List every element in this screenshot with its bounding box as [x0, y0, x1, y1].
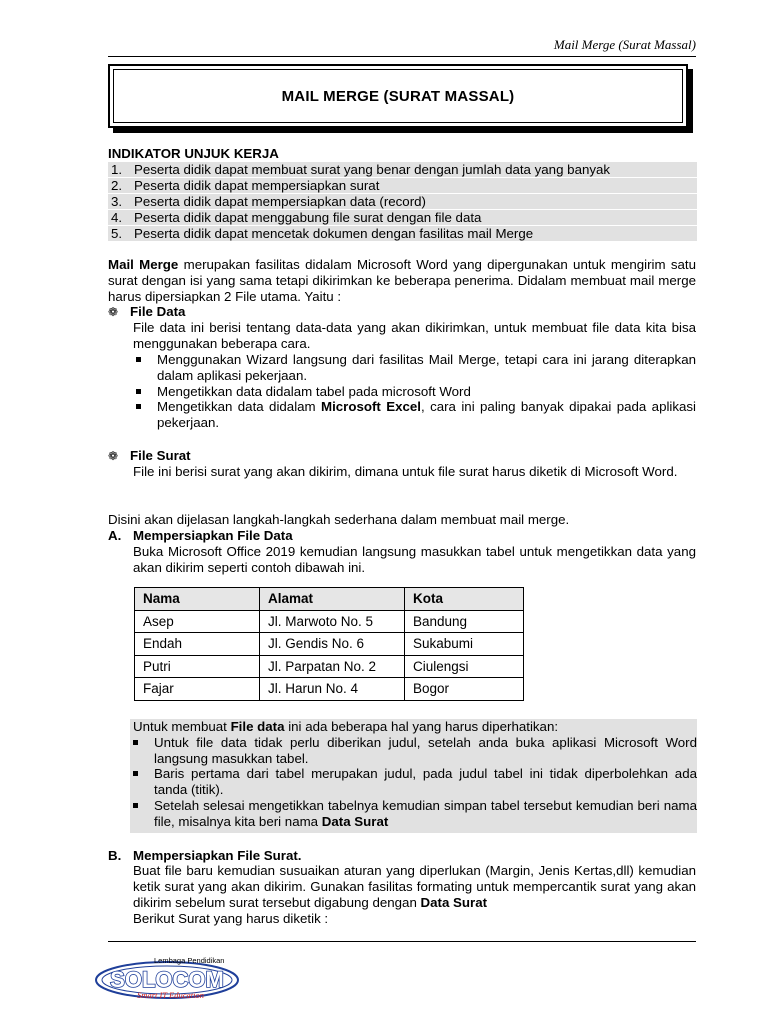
file-surat-heading: File Surat	[130, 448, 191, 463]
table-cell: Sukabumi	[405, 633, 524, 656]
indikator-item	[108, 178, 697, 193]
file-data-heading: File Data	[130, 304, 186, 319]
list-item: Menggunakan Wizard langsung dari fasilitas Mail Merge, tetapi cara ini jarang diterapkan dalam aplikasi pekerjaan.	[133, 352, 696, 384]
indikator-num: 3.	[111, 194, 123, 209]
table-cell: Jl. Parpatan No. 2	[260, 655, 405, 678]
indikator-item	[108, 210, 697, 225]
header-rule	[108, 56, 696, 57]
indikator-text: Peserta didik dapat mempersiapkan surat	[134, 178, 380, 193]
list-item	[133, 399, 696, 431]
table-row	[135, 610, 524, 633]
solocom-logo-graphic	[92, 954, 242, 1006]
table-header-cell: Nama	[135, 588, 260, 611]
table-row	[135, 633, 524, 656]
title-box	[108, 64, 688, 128]
note-bullet3-pre: Setelah selesai mengetikkan tabelnya kemudian simpan tabel tersebut kemudian beri nama file, misalnya kita beri nama	[154, 797, 697, 829]
table-header-row	[135, 588, 524, 611]
file-data-heading-row	[108, 304, 185, 319]
section-b-desc2: Berikut Surat yang harus diketik :	[133, 911, 329, 926]
bullet3-pre: Mengetikkan data didalam	[157, 399, 322, 415]
file-data-bullets	[133, 352, 696, 431]
file-surat-heading-row	[108, 448, 191, 463]
list-item: Baris pertama dari tabel merupakan judul, pada judul tabel ini tidak diperbolehkan ada tanda (titik).	[130, 766, 697, 798]
intro-paragraph	[108, 257, 696, 304]
section-b-heading: Mempersiapkan File Surat.	[133, 848, 302, 863]
intro-text: merupakan fasilitas didalam Microsoft Word yang dipergunakan untuk mengirim satu surat dengan isi yang sama tetapi dikirimkan ke beberapa penerima. Didalam membuat mail merge harus dipersiapkan 2 File utama. Yaitu :	[108, 257, 696, 304]
table-cell: Ciulengsi	[405, 655, 524, 678]
notes-post: ini ada beberapa hal yang harus diperhatikan:	[284, 719, 559, 734]
indikator-num: 5.	[111, 226, 123, 241]
indikator-text: Peserta didik dapat mempersiapkan data (record)	[134, 194, 426, 209]
section-b-label: B.	[108, 848, 122, 863]
indikator-item	[108, 226, 697, 241]
section-a-heading: Mempersiapkan File Data	[133, 528, 293, 543]
indikator-item	[108, 194, 697, 209]
bullet3-post: , cara ini paling banyak dipakai pada aplikasi pekerjaan.	[157, 399, 697, 431]
indikator-text: Peserta didik dapat membuat surat yang benar dengan jumlah data yang banyak	[134, 162, 611, 177]
logo-name: SOLOCOM	[110, 967, 224, 992]
section-a-label: A.	[108, 528, 122, 543]
list-item: Mengetikkan data didalam tabel pada microsoft Word	[133, 384, 696, 400]
list-item	[130, 798, 697, 830]
note-bullet3-bold: Data Surat	[321, 813, 389, 829]
list-item: Untuk file data tidak perlu diberikan judul, setelah anda buka aplikasi Microsoft Word langsung masukkan tabel.	[130, 735, 697, 767]
running-header-title: Mail Merge (Surat Massal)	[553, 37, 696, 52]
table-cell: Jl. Harun No. 4	[260, 678, 405, 701]
sample-data-table	[134, 587, 524, 701]
table-row	[135, 678, 524, 701]
notes-pre: Untuk membuat	[133, 719, 231, 734]
section-b-desc-bold: Data Surat	[420, 894, 488, 910]
table-cell: Asep	[135, 610, 260, 633]
section-a-desc: Buka Microsoft Office 2019 kemudian langsung masukkan tabel untuk mengetikkan data yang akan dikirim seperti contoh dibawah ini.	[133, 544, 696, 575]
file-data-desc: File data ini berisi tentang data-data yang akan dikirimkan, untuk membuat file data kita bisa menggunakan beberapa cara.	[133, 320, 696, 351]
table-header-cell: Alamat	[260, 588, 405, 611]
table-cell: Bogor	[405, 678, 524, 701]
flower-bullet-icon: ❁	[108, 305, 119, 319]
section-b-heading-row	[108, 848, 301, 863]
table-cell: Jl. Marwoto No. 5	[260, 610, 405, 633]
steps-intro: Disini akan dijelasan langkah-langkah sederhana dalam membuat mail merge.	[108, 512, 570, 527]
indikator-text: Peserta didik dapat mencetak dokumen dengan fasilitas mail Merge	[134, 226, 534, 241]
section-a-heading-row	[108, 528, 293, 543]
section-b-desc	[133, 863, 696, 910]
page-title: MAIL MERGE (SURAT MASSAL)	[281, 87, 515, 105]
flower-bullet-icon: ❁	[108, 449, 119, 463]
table-cell: Endah	[135, 633, 260, 656]
indikator-text: Peserta didik dapat menggabung file surat dengan file data	[134, 210, 482, 225]
notes-intro	[130, 719, 697, 735]
table-header-cell: Kota	[405, 588, 524, 611]
table-cell: Fajar	[135, 678, 260, 701]
notes-bullets	[130, 735, 697, 830]
footer-rule	[108, 941, 696, 942]
indikator-num: 4.	[111, 210, 123, 225]
file-surat-desc: File ini berisi surat yang akan dikirim, dimana untuk file surat harus diketik di Microsoft Word.	[133, 464, 678, 479]
intro-bold: Mail Merge	[108, 257, 179, 272]
table-cell: Putri	[135, 655, 260, 678]
solocom-logo	[92, 954, 242, 1006]
logo-tagline: Smart IT Education	[137, 990, 204, 1000]
indikator-heading: INDIKATOR UNJUK KERJA	[108, 146, 279, 161]
notes-block	[130, 719, 697, 833]
table-cell: Bandung	[405, 610, 524, 633]
indikator-item	[108, 162, 697, 177]
section-b-desc-pre: Buat file baru kemudian susuaikan aturan yang diperlukan (Margin, Jenis Kertas,dll) kemudian ketik surat yang akan dikirim. Gunakan fasilitas formating untuk mempercantik surat yang akan dikirim sebelum surat tersebut digabung dengan	[133, 863, 696, 910]
notes-bold: File data	[230, 719, 285, 734]
table-cell: Jl. Gendis No. 6	[260, 633, 405, 656]
table-row	[135, 655, 524, 678]
indikator-num: 1.	[111, 162, 123, 177]
indikator-list	[108, 162, 697, 242]
indikator-num: 2.	[111, 178, 123, 193]
logo-top-text: Lembaga Pendidikan	[154, 956, 225, 965]
bullet3-bold: Microsoft Excel	[321, 399, 421, 415]
